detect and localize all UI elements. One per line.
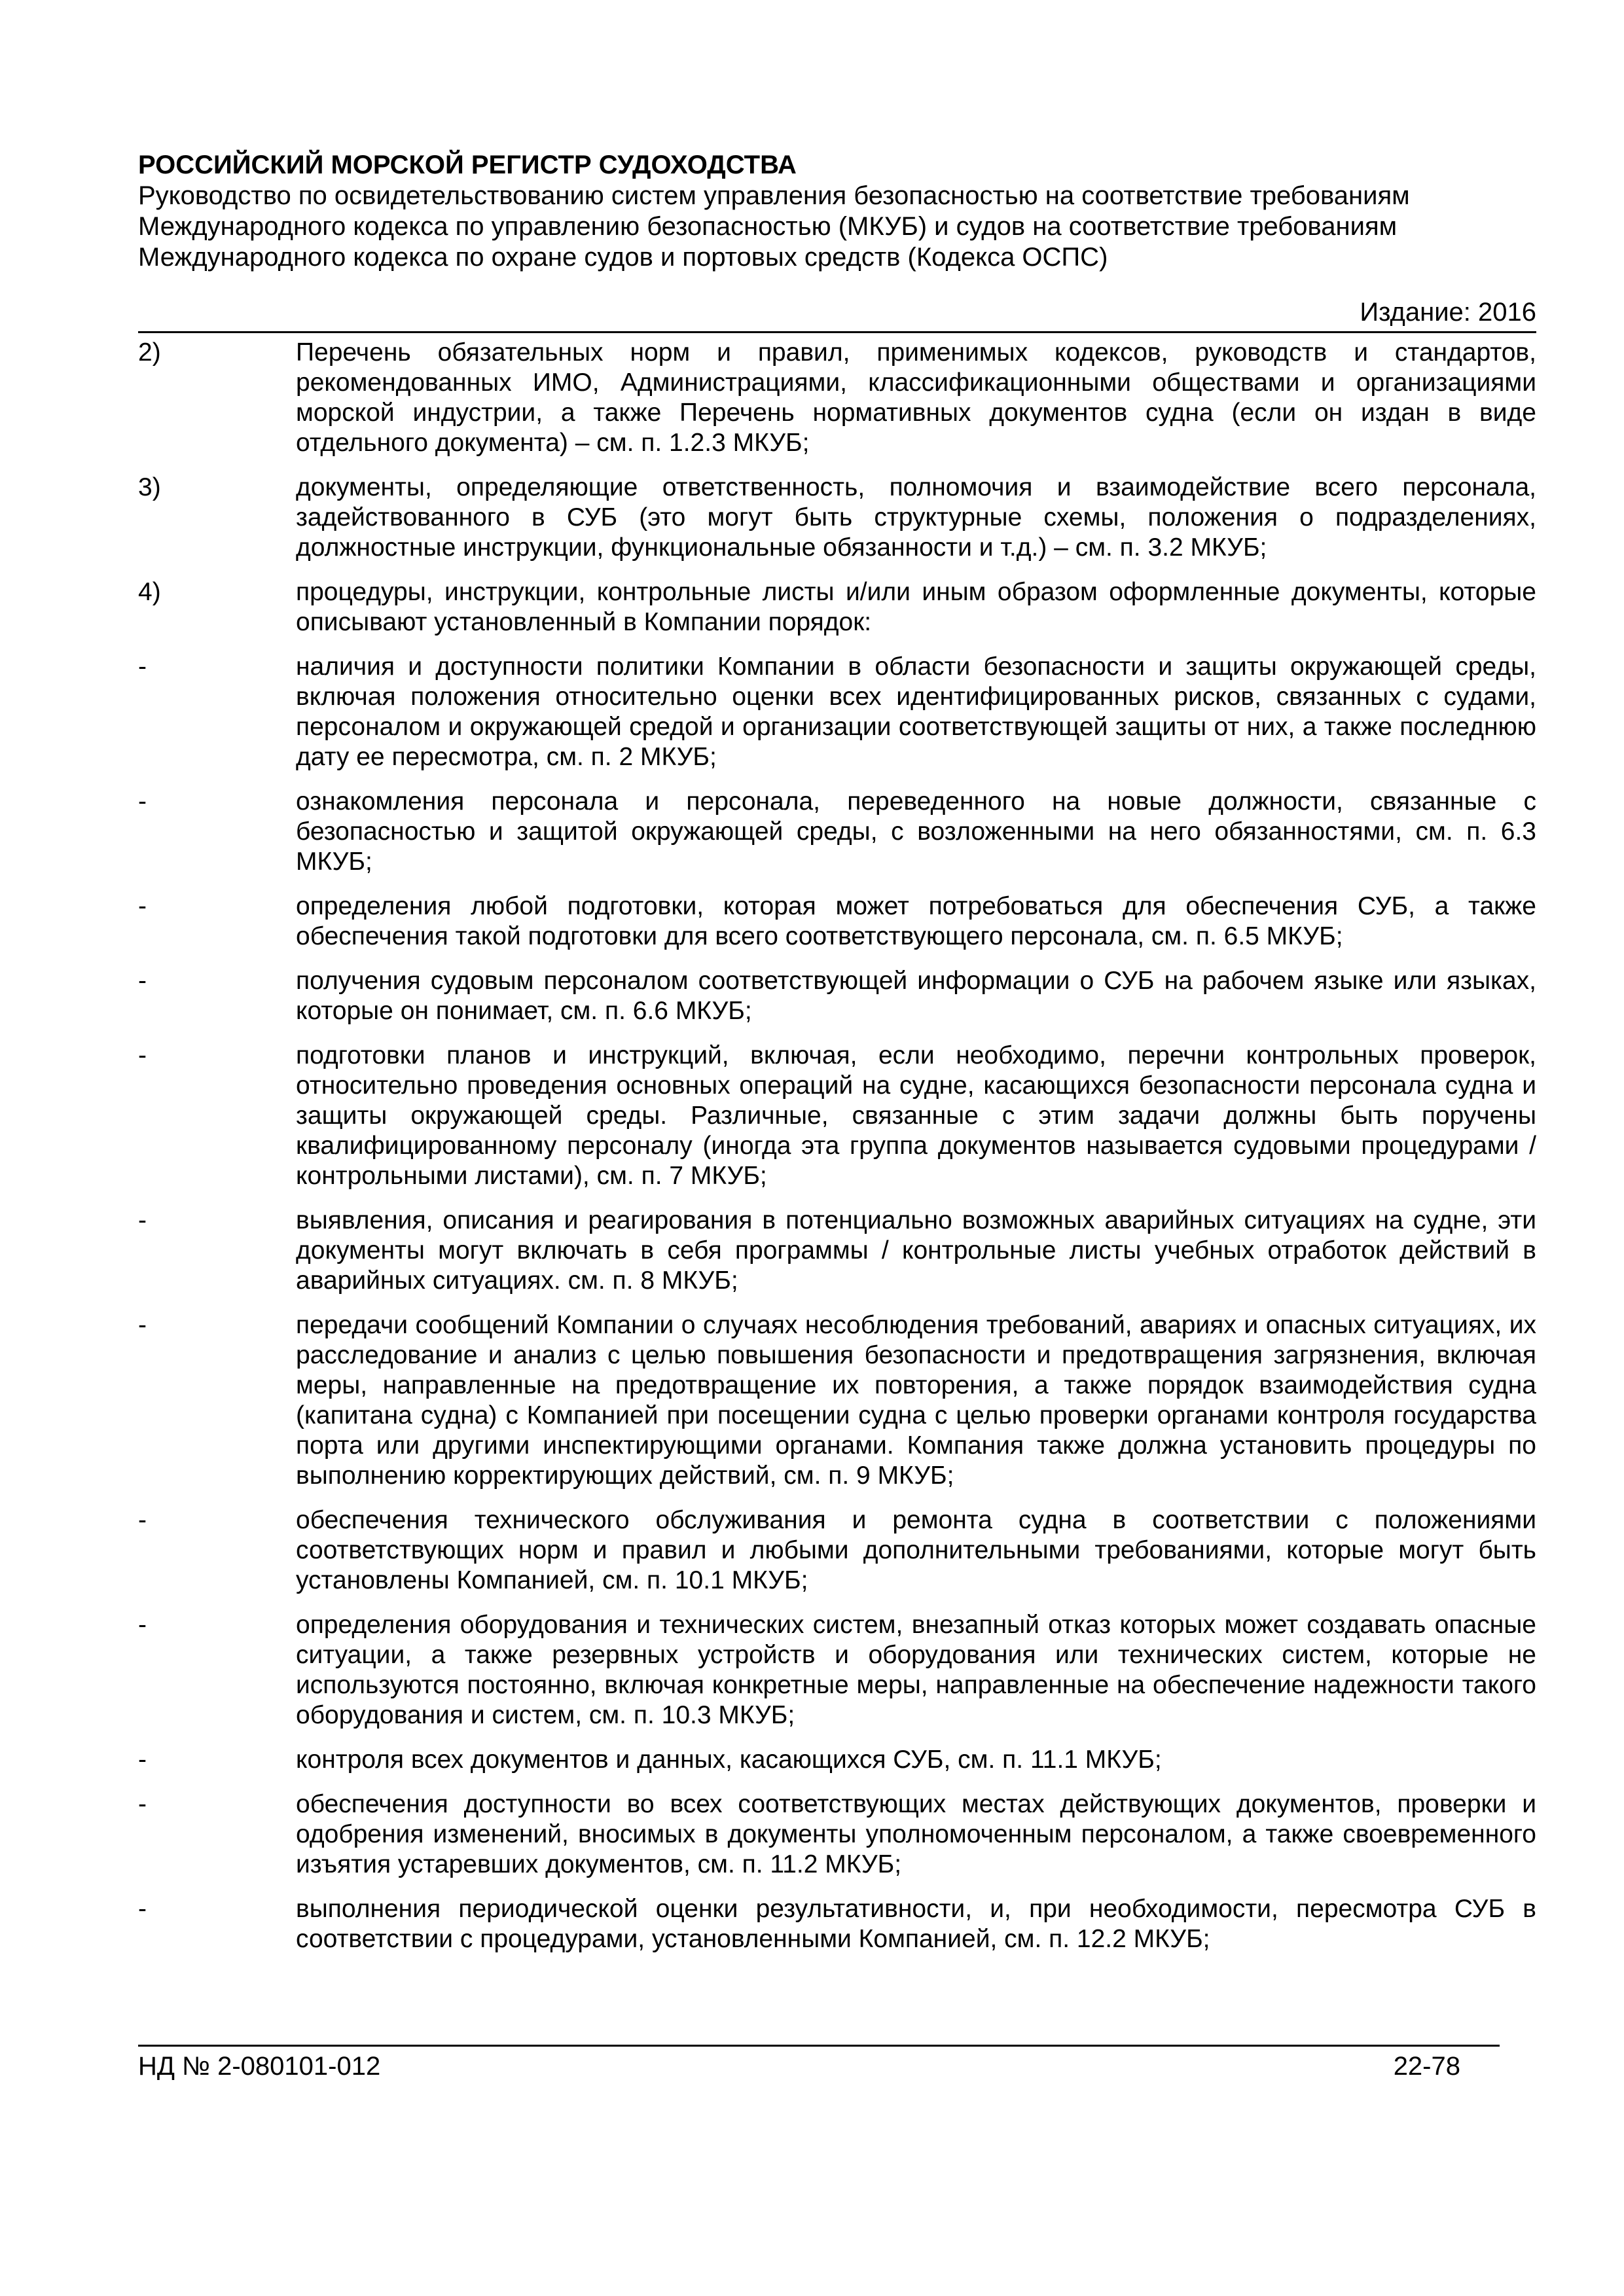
page-header: [138, 149, 1500, 273]
document-title-line: Международного кодекса по охране судов и портовых средств (Кодекса ОСПС): [138, 243, 1108, 272]
list-item-marker: -: [138, 1746, 147, 1774]
list-item: [138, 1610, 1536, 1731]
list-item: [138, 891, 1536, 952]
list-item-text: ознакомления персонала и персонала, переведенного на новые должности, связанные с безопасностью и защитой окружающей среды, с возложенными на него обязанностями, см. п. 6.3 МКУБ;: [296, 787, 1536, 876]
list-item-text: передачи сообщений Компании о случаях несоблюдения требований, авариях и опасных ситуациях, их расследование и анализ с целью повышения безопасности и предотвращения загрязнения, включая меры, направленные на предотвращение их повторения, а также порядок взаимодействия судна (капитана судна) с Компанией при посещении судна с целью проверки органами контроля государства порта или другими инспектирующими органами. Компания также должна установить процедуры по выполнению корректирующих действий, см. п. 9 МКУБ;: [296, 1311, 1536, 1490]
footer-divider: [138, 2045, 1500, 2047]
list-item: [138, 1505, 1536, 1596]
list-item: [138, 1894, 1536, 1954]
list-item-marker: -: [138, 1206, 147, 1234]
list-item-text: выполнения периодической оценки результативности, и, при необходимости, пересмотра СУБ в соответствии с процедурами, установленными Компанией, см. п. 12.2 МКУБ;: [296, 1895, 1536, 1953]
list-item-marker: -: [138, 1895, 147, 1923]
list-item-marker: 3): [138, 473, 161, 501]
list-item-text: определения оборудования и технических систем, внезапный отказ которых может создавать опасные ситуации, а также резервных устройств и оборудования или технических систем, которые не используются постоянно, включая конкретные меры, направленные на обеспечение надежности такого оборудования и систем, см. п. 10.3 МКУБ;: [296, 1611, 1536, 1729]
list-item: [138, 787, 1536, 877]
list-item-marker: -: [138, 1790, 147, 1818]
list-item: [138, 1745, 1536, 1775]
document-title-line: Руководство по освидетельствованию систем управления безопасностью на соответствие требованиям: [138, 181, 1410, 210]
list-item-text: документы, определяющие ответственность, полномочия и взаимодействие всего персонала, задействованного в СУБ (это могут быть структурные схемы, положения о подразделениях, должностные инструкции, функциональные обязанности и т.д.) – см. п. 3.2 МКУБ;: [296, 473, 1536, 562]
list-item: [138, 1789, 1536, 1880]
list-item-marker: 2): [138, 338, 161, 367]
list-item-marker: -: [138, 1506, 147, 1534]
page-number: 22-78: [1393, 2052, 1460, 2081]
list-item-marker: -: [138, 653, 147, 681]
list-item-marker: -: [138, 1311, 147, 1339]
edition-label: Издание: 2016: [1360, 298, 1536, 327]
list-item-text: определения любой подготовки, которая может потребоваться для обеспечения СУБ, а также обеспечения такой подготовки для всего соответствующего персонала, см. п. 6.5 МКУБ;: [296, 892, 1536, 950]
organization-name: РОССИЙСКИЙ МОРСКОЙ РЕГИСТР СУДОХОДСТВА: [138, 151, 797, 179]
list-item-marker: -: [138, 1041, 147, 1069]
list-item: [138, 577, 1536, 637]
list-item-text: выявления, описания и реагирования в потенциально возможных аварийных ситуациях на судне, эти документы могут включать в себя программы / контрольные листы учебных отработок действий в аварийных ситуациях. см. п. 8 МКУБ;: [296, 1206, 1536, 1295]
document-title-line: Международного кодекса по управлению безопасностью (МКУБ) и судов на соответствие требованиям: [138, 212, 1398, 241]
list-item-text: контроля всех документов и данных, касающихся СУБ, см. п. 11.1 МКУБ;: [296, 1746, 1162, 1774]
list-item-text: процедуры, инструкции, контрольные листы и/или иным образом оформленные документы, которые описывают установленный в Компании порядок:: [296, 578, 1536, 636]
page-footer: [138, 2050, 1460, 2083]
list-item-marker: -: [138, 892, 147, 920]
list-item: [138, 338, 1536, 458]
list-item-text: подготовки планов и инструкций, включая, если необходимо, перечни контрольных проверок, относительно проведения основных операций на судне, касающихся безопасности персонала судна и защиты окружающей среды. Различные, связанные с этим задачи должны быть поручены квалифицированному персоналу (иногда эта группа документов называется судовыми процедурами / контрольными листами), см. п. 7 МКУБ;: [296, 1041, 1536, 1190]
header-divider: [138, 331, 1536, 333]
list-item-text: наличия и доступности политики Компании в области безопасности и защиты окружающей среды, включая положения относительно оценки всех идентифицированных рисков, связанных с судами, персоналом и окружающей средой и организации соответствующей защиты от них, а также последнюю дату ее пересмотра, см. п. 2 МКУБ;: [296, 653, 1536, 771]
list-item: [138, 966, 1536, 1026]
list-item-marker: -: [138, 787, 147, 816]
document-number: НД № 2-080101-012: [138, 2052, 381, 2081]
list-item-marker: -: [138, 1611, 147, 1639]
list-item-marker: -: [138, 967, 147, 995]
document-body: [138, 338, 1536, 1969]
list-item-text: Перечень обязательных норм и правил, применимых кодексов, руководств и стандартов, рекомендованных ИМО, Администрациями, классификационными обществами и организациями морской индустрии, а также Перечень нормативных документов судна (если он издан в виде отдельного документа) – см. п. 1.2.3 МКУБ;: [296, 338, 1536, 457]
list-item: [138, 1310, 1536, 1491]
list-item-marker: 4): [138, 578, 161, 606]
list-item: [138, 473, 1536, 563]
list-item-text: обеспечения доступности во всех соответствующих местах действующих документов, проверки и одобрения изменений, вносимых в документы уполномоченным персоналом, а также своевременного изъятия устаревших документов, см. п. 11.2 МКУБ;: [296, 1790, 1536, 1878]
list-item: [138, 1041, 1536, 1191]
list-item-text: обеспечения технического обслуживания и ремонта судна в соответствии с положениями соответствующих норм и правил и любыми дополнительными требованиями, которые могут быть установлены Компанией, см. п. 10.1 МКУБ;: [296, 1506, 1536, 1594]
list-item: [138, 652, 1536, 772]
list-item-text: получения судовым персоналом соответствующей информации о СУБ на рабочем языке или языках, которые он понимает, см. п. 6.6 МКУБ;: [296, 967, 1536, 1025]
list-item: [138, 1206, 1536, 1296]
